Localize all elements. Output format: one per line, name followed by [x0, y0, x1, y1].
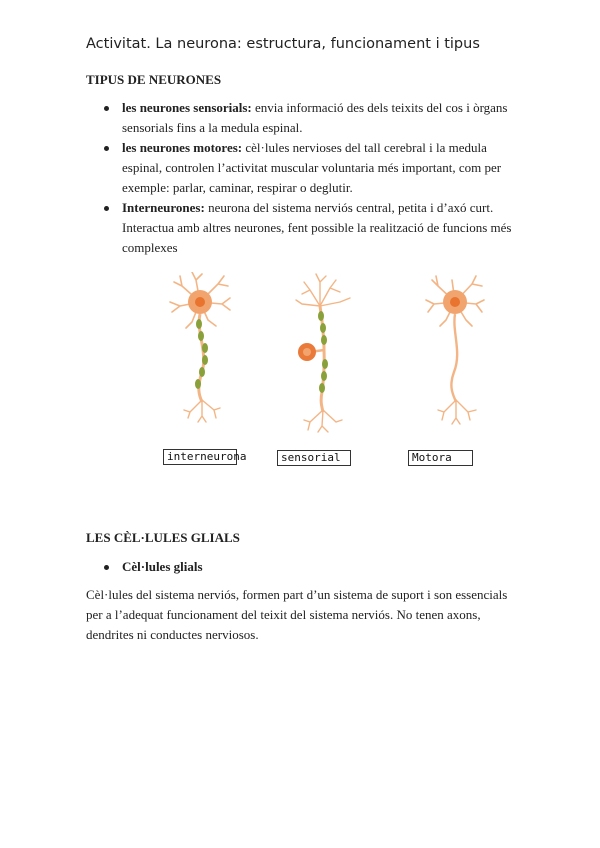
- label-sensory: sensorial: [277, 450, 351, 466]
- desc-sensory: envia informació des dels teixits del cos i òrgans sensorials fins a la medula espinal.: [122, 100, 508, 135]
- term-motor: les neurones motores:: [122, 140, 243, 155]
- term-sensory: les neurones sensorials:: [122, 100, 252, 115]
- section-heading-neuron-types: TIPUS DE NEURONES: [86, 72, 222, 87]
- list-item-sensory: [86, 98, 526, 138]
- desc-motor: cèl·lules nervioses del tall cerebral i la medula espinal, controlen l’activitat muscular voluntaria més important, com per exemple: parlar, caminar, respirar o deglutir.: [122, 140, 502, 195]
- glial-paragraph: Cèl·lules del sistema nerviós, formen part d’un sistema de suport i son essencials per a l’adequat funcionament del teixit del sistema nerviós. No tenen axons, dendrites ni conductes nerviosos.: [86, 587, 508, 642]
- list-item-motor: [86, 138, 526, 198]
- label-motor: Motora: [408, 450, 473, 466]
- page-title: Activitat. La neurona: estructura, funcionament i tipus: [86, 36, 480, 52]
- list-item-glial: Cèl·lules glials: [86, 557, 203, 577]
- term-interneuron: Interneurones:: [122, 200, 205, 215]
- motor-neuron-drawing: [426, 276, 484, 424]
- section-heading-glial-cells: LES CÈL·LULES GLIALS: [86, 530, 240, 545]
- desc-interneuron: neurona del sistema nerviós central, petita i d’axó curt. Interactua amb altres neurones, fent possible la realització de funcions més complexes: [122, 200, 512, 255]
- label-interneuron: interneurona: [163, 449, 237, 465]
- neuron-types-list: [86, 98, 526, 258]
- list-item-interneuron: [86, 198, 526, 258]
- neuron-illustration: [150, 272, 490, 472]
- sensory-neuron-drawing: [296, 274, 350, 432]
- glial-list: [86, 557, 203, 577]
- interneuron-drawing: [170, 272, 230, 422]
